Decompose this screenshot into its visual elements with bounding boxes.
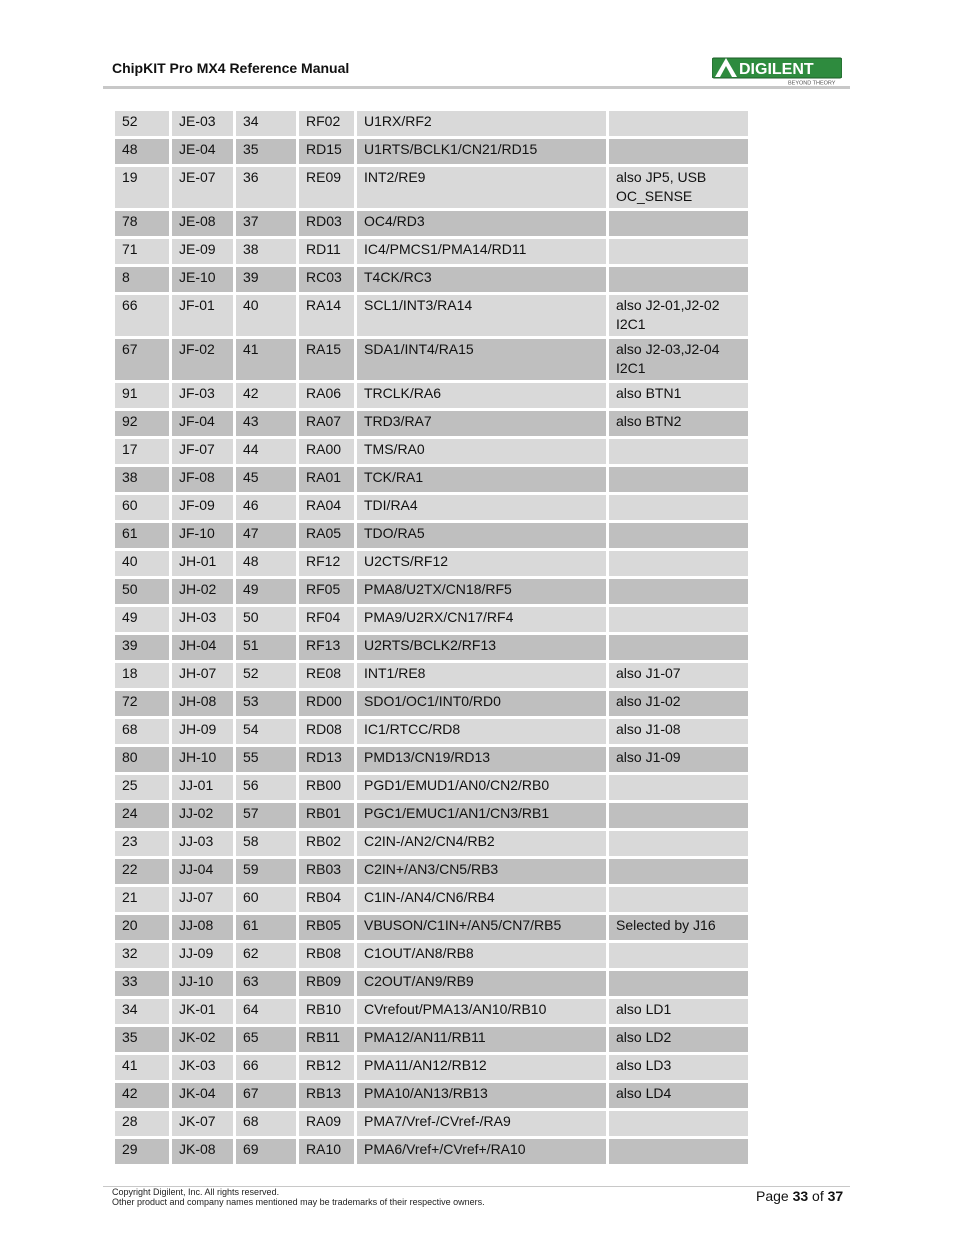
- connector-pin-cell: JF-10: [172, 523, 233, 548]
- port-bit-cell: RF13: [299, 635, 354, 660]
- logo-tagline: BEYOND THEORY: [788, 80, 836, 86]
- chipkit-pin-cell: 50: [236, 607, 296, 632]
- pin-number-cell: 28: [115, 1111, 169, 1136]
- chipkit-pin-cell: 47: [236, 523, 296, 548]
- function-cell: OC4/RD3: [357, 211, 606, 236]
- table-row: [115, 211, 748, 236]
- connector-pin-cell: JE-03: [172, 111, 233, 136]
- table-row: [115, 467, 748, 492]
- port-bit-cell: RA14: [299, 295, 354, 336]
- pin-number-cell: 49: [115, 607, 169, 632]
- function-cell: IC4/PMCS1/PMA14/RD11: [357, 239, 606, 264]
- pin-number-cell: 68: [115, 719, 169, 744]
- pin-number-cell: 32: [115, 943, 169, 968]
- copyright-notice: [112, 1187, 485, 1207]
- port-bit-cell: RF04: [299, 607, 354, 632]
- port-bit-cell: RB09: [299, 971, 354, 996]
- table-row: [115, 607, 748, 632]
- pin-number-cell: 61: [115, 523, 169, 548]
- port-bit-cell: RD11: [299, 239, 354, 264]
- function-cell: C1OUT/AN8/RB8: [357, 943, 606, 968]
- chipkit-pin-cell: 63: [236, 971, 296, 996]
- connector-pin-cell: JH-02: [172, 579, 233, 604]
- port-bit-cell: RE09: [299, 167, 354, 208]
- pin-number-cell: 52: [115, 111, 169, 136]
- table-row: [115, 1027, 748, 1052]
- chipkit-pin-cell: 49: [236, 579, 296, 604]
- notes-cell: [609, 831, 748, 856]
- function-cell: PMD13/CN19/RD13: [357, 747, 606, 772]
- function-cell: PMA6/Vref+/CVref+/RA10: [357, 1139, 606, 1164]
- table-row: [115, 747, 748, 772]
- port-bit-cell: RF02: [299, 111, 354, 136]
- pin-number-cell: 39: [115, 635, 169, 660]
- notes-cell: [609, 887, 748, 912]
- chipkit-pin-cell: 65: [236, 1027, 296, 1052]
- notes-cell: [609, 971, 748, 996]
- chipkit-pin-cell: 53: [236, 691, 296, 716]
- notes-cell: [609, 439, 748, 464]
- notes-cell: [609, 859, 748, 884]
- pin-number-cell: 17: [115, 439, 169, 464]
- port-bit-cell: RB05: [299, 915, 354, 940]
- function-cell: PMA10/AN13/RB13: [357, 1083, 606, 1108]
- function-cell: IC1/RTCC/RD8: [357, 719, 606, 744]
- connector-pin-cell: JF-09: [172, 495, 233, 520]
- notes-cell: [609, 523, 748, 548]
- page-label: Page: [756, 1188, 793, 1204]
- connector-pin-cell: JK-03: [172, 1055, 233, 1080]
- connector-pin-cell: JE-07: [172, 167, 233, 208]
- pin-number-cell: 25: [115, 775, 169, 800]
- chipkit-pin-cell: 62: [236, 943, 296, 968]
- port-bit-cell: RF12: [299, 551, 354, 576]
- chipkit-pin-cell: 59: [236, 859, 296, 884]
- table-row: [115, 267, 748, 292]
- table-row: [115, 635, 748, 660]
- chipkit-pin-cell: 45: [236, 467, 296, 492]
- port-bit-cell: RA04: [299, 495, 354, 520]
- function-cell: U2RTS/BCLK2/RF13: [357, 635, 606, 660]
- function-cell: SDA1/INT4/RA15: [357, 339, 606, 380]
- notes-cell: also J2-01,J2-02 I2C1: [609, 295, 748, 336]
- function-cell: C2IN-/AN2/CN4/RB2: [357, 831, 606, 856]
- connector-pin-cell: JF-08: [172, 467, 233, 492]
- connector-pin-cell: JF-07: [172, 439, 233, 464]
- notes-cell: also J1-07: [609, 663, 748, 688]
- connector-pin-cell: JH-10: [172, 747, 233, 772]
- notes-cell: Selected by J16: [609, 915, 748, 940]
- connector-pin-cell: JJ-10: [172, 971, 233, 996]
- port-bit-cell: RA15: [299, 339, 354, 380]
- connector-pin-cell: JJ-04: [172, 859, 233, 884]
- chipkit-pin-cell: 57: [236, 803, 296, 828]
- table-row: [115, 971, 748, 996]
- table-row: [115, 1083, 748, 1108]
- port-bit-cell: RA01: [299, 467, 354, 492]
- notes-cell: also BTN1: [609, 383, 748, 408]
- port-bit-cell: RB03: [299, 859, 354, 884]
- pin-number-cell: 71: [115, 239, 169, 264]
- port-bit-cell: RC03: [299, 267, 354, 292]
- function-cell: SCL1/INT3/RA14: [357, 295, 606, 336]
- pin-number-cell: 18: [115, 663, 169, 688]
- chipkit-pin-cell: 58: [236, 831, 296, 856]
- notes-cell: [609, 495, 748, 520]
- chipkit-pin-cell: 40: [236, 295, 296, 336]
- table-row: [115, 339, 748, 380]
- table-row: [115, 803, 748, 828]
- copyright-line-1: Copyright Digilent, Inc. All rights reserved.: [112, 1187, 280, 1197]
- port-bit-cell: RD00: [299, 691, 354, 716]
- pin-number-cell: 66: [115, 295, 169, 336]
- connector-pin-cell: JH-04: [172, 635, 233, 660]
- port-bit-cell: RA06: [299, 383, 354, 408]
- function-cell: TRD3/RA7: [357, 411, 606, 436]
- chipkit-pin-cell: 51: [236, 635, 296, 660]
- connector-pin-cell: JF-03: [172, 383, 233, 408]
- notes-cell: also LD2: [609, 1027, 748, 1052]
- connector-pin-cell: JE-10: [172, 267, 233, 292]
- port-bit-cell: RE08: [299, 663, 354, 688]
- table-row: [115, 383, 748, 408]
- connector-pin-cell: JJ-01: [172, 775, 233, 800]
- table-row: [115, 167, 748, 208]
- function-cell: C2IN+/AN3/CN5/RB3: [357, 859, 606, 884]
- logo-wordmark: DIGILENT: [739, 61, 814, 78]
- function-cell: TRCLK/RA6: [357, 383, 606, 408]
- table-row: [115, 887, 748, 912]
- function-cell: TMS/RA0: [357, 439, 606, 464]
- table-row: [115, 1139, 748, 1164]
- port-bit-cell: RB02: [299, 831, 354, 856]
- pin-number-cell: 34: [115, 999, 169, 1024]
- table-row: [115, 139, 748, 164]
- connector-pin-cell: JK-04: [172, 1083, 233, 1108]
- notes-cell: [609, 267, 748, 292]
- notes-cell: [609, 467, 748, 492]
- table-row: [115, 1111, 748, 1136]
- connector-pin-cell: JK-07: [172, 1111, 233, 1136]
- page-number: [756, 1188, 843, 1204]
- page-current: 33: [792, 1188, 809, 1204]
- function-cell: PMA7/Vref-/CVref-/RA9: [357, 1111, 606, 1136]
- port-bit-cell: RA07: [299, 411, 354, 436]
- function-cell: T4CK/RC3: [357, 267, 606, 292]
- table-row: [115, 579, 748, 604]
- connector-pin-cell: JE-08: [172, 211, 233, 236]
- function-cell: CVrefout/PMA13/AN10/RB10: [357, 999, 606, 1024]
- function-cell: PMA11/AN12/RB12: [357, 1055, 606, 1080]
- pin-number-cell: 23: [115, 831, 169, 856]
- table-row: [115, 663, 748, 688]
- function-cell: INT1/RE8: [357, 663, 606, 688]
- notes-cell: also LD1: [609, 999, 748, 1024]
- port-bit-cell: RB08: [299, 943, 354, 968]
- notes-cell: also J2-03,J2-04 I2C1: [609, 339, 748, 380]
- chipkit-pin-cell: 38: [236, 239, 296, 264]
- connector-pin-cell: JJ-02: [172, 803, 233, 828]
- table-row: [115, 999, 748, 1024]
- chipkit-pin-cell: 68: [236, 1111, 296, 1136]
- connector-pin-cell: JE-04: [172, 139, 233, 164]
- connector-pin-cell: JH-03: [172, 607, 233, 632]
- connector-pin-cell: JJ-09: [172, 943, 233, 968]
- notes-cell: also J1-08: [609, 719, 748, 744]
- chipkit-pin-cell: 56: [236, 775, 296, 800]
- connector-pin-cell: JF-02: [172, 339, 233, 380]
- table-row: [115, 775, 748, 800]
- function-cell: U1RX/RF2: [357, 111, 606, 136]
- table-row: [115, 915, 748, 940]
- pin-number-cell: 19: [115, 167, 169, 208]
- notes-cell: [609, 211, 748, 236]
- chipkit-pin-cell: 67: [236, 1083, 296, 1108]
- port-bit-cell: RA00: [299, 439, 354, 464]
- function-cell: C1IN-/AN4/CN6/RB4: [357, 887, 606, 912]
- pin-number-cell: 42: [115, 1083, 169, 1108]
- connector-pin-cell: JF-04: [172, 411, 233, 436]
- port-bit-cell: RB12: [299, 1055, 354, 1080]
- copyright-line-2: Other product and company names mentioned may be trademarks of their respective owners.: [112, 1197, 485, 1207]
- table-row: [115, 411, 748, 436]
- table-row: [115, 295, 748, 336]
- notes-cell: [609, 579, 748, 604]
- digilent-logo: [712, 56, 842, 86]
- pin-number-cell: 80: [115, 747, 169, 772]
- notes-cell: [609, 239, 748, 264]
- table-row: [115, 495, 748, 520]
- table-row: [115, 239, 748, 264]
- function-cell: C2OUT/AN9/RB9: [357, 971, 606, 996]
- notes-cell: also LD3: [609, 1055, 748, 1080]
- pin-number-cell: 33: [115, 971, 169, 996]
- notes-cell: also BTN2: [609, 411, 748, 436]
- connector-pin-cell: JE-09: [172, 239, 233, 264]
- port-bit-cell: RB11: [299, 1027, 354, 1052]
- function-cell: U2CTS/RF12: [357, 551, 606, 576]
- pin-number-cell: 22: [115, 859, 169, 884]
- pin-number-cell: 41: [115, 1055, 169, 1080]
- connector-pin-cell: JF-01: [172, 295, 233, 336]
- port-bit-cell: RD03: [299, 211, 354, 236]
- chipkit-pin-cell: 46: [236, 495, 296, 520]
- chipkit-pin-cell: 35: [236, 139, 296, 164]
- function-cell: SDO1/OC1/INT0/RD0: [357, 691, 606, 716]
- chipkit-pin-cell: 39: [236, 267, 296, 292]
- connector-pin-cell: JH-07: [172, 663, 233, 688]
- chipkit-pin-cell: 69: [236, 1139, 296, 1164]
- function-cell: TDI/RA4: [357, 495, 606, 520]
- table-row: [115, 439, 748, 464]
- notes-cell: also LD4: [609, 1083, 748, 1108]
- pin-number-cell: 60: [115, 495, 169, 520]
- notes-cell: [609, 139, 748, 164]
- notes-cell: [609, 775, 748, 800]
- table-row: [115, 859, 748, 884]
- function-cell: U1RTS/BCLK1/CN21/RD15: [357, 139, 606, 164]
- chipkit-pin-cell: 52: [236, 663, 296, 688]
- page-header-title: ChipKIT Pro MX4 Reference Manual: [112, 60, 350, 76]
- notes-cell: [609, 943, 748, 968]
- chipkit-pin-cell: 42: [236, 383, 296, 408]
- chipkit-pin-cell: 61: [236, 915, 296, 940]
- pin-number-cell: 72: [115, 691, 169, 716]
- chipkit-pin-cell: 64: [236, 999, 296, 1024]
- pin-number-cell: 78: [115, 211, 169, 236]
- chipkit-pin-cell: 55: [236, 747, 296, 772]
- connector-pin-cell: JJ-07: [172, 887, 233, 912]
- page-total: 37: [827, 1188, 844, 1204]
- table-row: [115, 1055, 748, 1080]
- pin-number-cell: 40: [115, 551, 169, 576]
- function-cell: PGC1/EMUC1/AN1/CN3/RB1: [357, 803, 606, 828]
- connector-pin-cell: JK-08: [172, 1139, 233, 1164]
- chipkit-pin-cell: 44: [236, 439, 296, 464]
- table-row: [115, 691, 748, 716]
- chipkit-pin-cell: 66: [236, 1055, 296, 1080]
- chipkit-pin-cell: 48: [236, 551, 296, 576]
- connector-pin-cell: JH-01: [172, 551, 233, 576]
- function-cell: PMA9/U2RX/CN17/RF4: [357, 607, 606, 632]
- port-bit-cell: RA05: [299, 523, 354, 548]
- chipkit-pin-cell: 43: [236, 411, 296, 436]
- port-bit-cell: RF05: [299, 579, 354, 604]
- connector-pin-cell: JH-08: [172, 691, 233, 716]
- port-bit-cell: RA10: [299, 1139, 354, 1164]
- notes-cell: [609, 111, 748, 136]
- pin-number-cell: 35: [115, 1027, 169, 1052]
- notes-cell: [609, 607, 748, 632]
- function-cell: PMA12/AN11/RB11: [357, 1027, 606, 1052]
- chipkit-pin-cell: 36: [236, 167, 296, 208]
- table-row: [115, 551, 748, 576]
- pin-number-cell: 29: [115, 1139, 169, 1164]
- function-cell: PMA8/U2TX/CN18/RF5: [357, 579, 606, 604]
- table-row: [115, 831, 748, 856]
- pin-number-cell: 24: [115, 803, 169, 828]
- notes-cell: also J1-09: [609, 747, 748, 772]
- notes-cell: also JP5, USB OC_SENSE: [609, 167, 748, 208]
- port-bit-cell: RB04: [299, 887, 354, 912]
- notes-cell: [609, 635, 748, 660]
- page-of-label: of: [808, 1188, 828, 1204]
- pin-number-cell: 67: [115, 339, 169, 380]
- function-cell: VBUSON/C1IN+/AN5/CN7/RB5: [357, 915, 606, 940]
- pin-number-cell: 48: [115, 139, 169, 164]
- notes-cell: [609, 551, 748, 576]
- pin-number-cell: 91: [115, 383, 169, 408]
- port-bit-cell: RB00: [299, 775, 354, 800]
- port-bit-cell: RD15: [299, 139, 354, 164]
- notes-cell: [609, 1111, 748, 1136]
- pin-number-cell: 38: [115, 467, 169, 492]
- pin-number-cell: 20: [115, 915, 169, 940]
- table-row: [115, 943, 748, 968]
- header-divider: [103, 86, 850, 89]
- chipkit-pin-cell: 60: [236, 887, 296, 912]
- port-bit-cell: RD08: [299, 719, 354, 744]
- connector-pin-cell: JH-09: [172, 719, 233, 744]
- port-bit-cell: RD13: [299, 747, 354, 772]
- port-bit-cell: RA09: [299, 1111, 354, 1136]
- port-bit-cell: RB01: [299, 803, 354, 828]
- function-cell: TCK/RA1: [357, 467, 606, 492]
- connector-pin-cell: JK-02: [172, 1027, 233, 1052]
- connector-pin-cell: JJ-08: [172, 915, 233, 940]
- chipkit-pin-cell: 37: [236, 211, 296, 236]
- function-cell: TDO/RA5: [357, 523, 606, 548]
- connector-pin-cell: JK-01: [172, 999, 233, 1024]
- table-row: [115, 111, 748, 136]
- table-row: [115, 523, 748, 548]
- chipkit-pin-cell: 41: [236, 339, 296, 380]
- chipkit-pin-cell: 34: [236, 111, 296, 136]
- notes-cell: [609, 803, 748, 828]
- notes-cell: also J1-02: [609, 691, 748, 716]
- chipkit-pin-cell: 54: [236, 719, 296, 744]
- function-cell: PGD1/EMUD1/AN0/CN2/RB0: [357, 775, 606, 800]
- function-cell: INT2/RE9: [357, 167, 606, 208]
- pin-number-cell: 50: [115, 579, 169, 604]
- table-row: [115, 719, 748, 744]
- notes-cell: [609, 1139, 748, 1164]
- pin-mapping-table: [112, 108, 751, 1167]
- pin-number-cell: 92: [115, 411, 169, 436]
- pin-number-cell: 21: [115, 887, 169, 912]
- port-bit-cell: RB13: [299, 1083, 354, 1108]
- connector-pin-cell: JJ-03: [172, 831, 233, 856]
- port-bit-cell: RB10: [299, 999, 354, 1024]
- pin-number-cell: 8: [115, 267, 169, 292]
